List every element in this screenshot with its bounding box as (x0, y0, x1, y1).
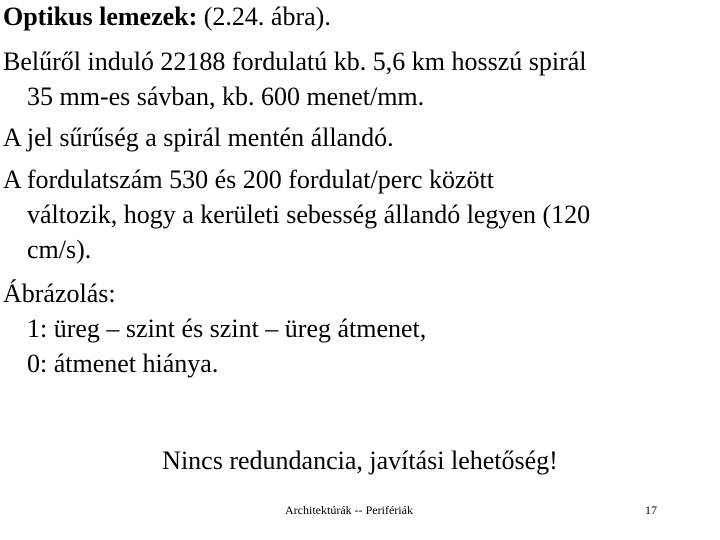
redundancy-note: Nincs redundancia, javítási lehetőség! (162, 446, 558, 475)
rotation-speed-line: A fordulatszám 530 és 200 fordulat/perc között (3, 165, 494, 194)
representation-heading: Ábrázolás: (3, 279, 116, 308)
rotation-speed-line-2: változik, hogy a kerületi sebesség állandó legyen (120 (27, 200, 591, 229)
page-number: 17 (645, 503, 657, 517)
spiral-start-line: Belűről induló 22188 fordulatú kb. 5,6 km hosszú spirál (3, 47, 587, 76)
footer-title: Architektúrák -- Perifériák (285, 503, 413, 517)
slide-title (3, 1, 331, 33)
slide-title-bold: Optikus lemezek: (3, 2, 198, 31)
representation-one: 1: üreg – szint és szint – üreg átmenet, (27, 314, 427, 343)
track-density-line: 35 mm-es sávban, kb. 600 menet/mm. (27, 82, 425, 111)
slide-title-figure-ref: (2.24. ábra). (197, 2, 331, 31)
representation-zero: 0: átmenet hiánya. (27, 349, 219, 378)
signal-density-line: A jel sűrűség a spirál mentén állandó. (3, 123, 394, 152)
rotation-speed-line-3: cm/s). (27, 235, 92, 264)
